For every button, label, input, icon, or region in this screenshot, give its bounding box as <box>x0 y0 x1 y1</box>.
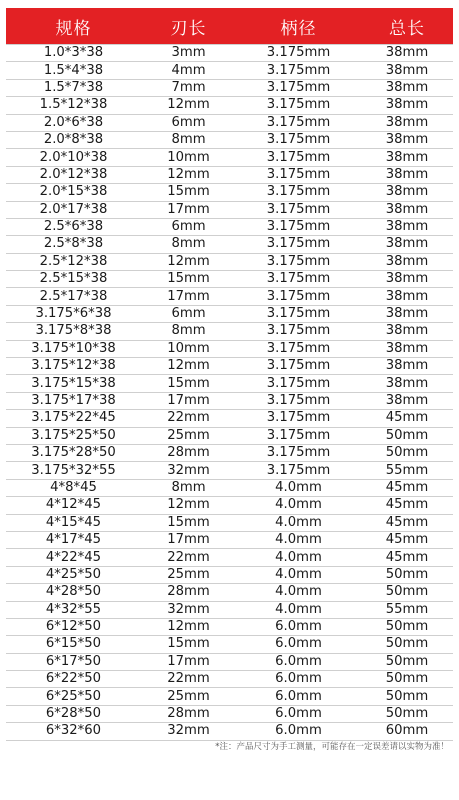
cell-shank-diameter: 4.0mm <box>236 566 361 583</box>
header-spec: 规格 <box>6 8 141 45</box>
cell-blade-length: 28mm <box>141 444 236 461</box>
cell-blade-length: 25mm <box>141 688 236 705</box>
cell-spec: 2.5*8*38 <box>6 236 141 253</box>
cell-total-length: 38mm <box>361 45 453 62</box>
table-row <box>6 549 453 566</box>
cell-shank-diameter: 3.175mm <box>236 184 361 201</box>
cell-spec: 6*28*50 <box>6 705 141 722</box>
cell-spec: 2.5*17*38 <box>6 288 141 305</box>
cell-blade-length: 17mm <box>141 653 236 670</box>
cell-spec: 3.175*25*50 <box>6 427 141 444</box>
cell-total-length: 50mm <box>361 653 453 670</box>
header-blade-length: 刃长 <box>141 8 236 45</box>
table-row <box>6 601 453 618</box>
cell-shank-diameter: 6.0mm <box>236 618 361 635</box>
spec-table-container <box>6 8 453 741</box>
cell-blade-length: 32mm <box>141 723 236 740</box>
cell-spec: 6*12*50 <box>6 618 141 635</box>
cell-total-length: 50mm <box>361 618 453 635</box>
cell-shank-diameter: 3.175mm <box>236 45 361 62</box>
cell-shank-diameter: 3.175mm <box>236 427 361 444</box>
cell-shank-diameter: 3.175mm <box>236 149 361 166</box>
table-row <box>6 566 453 583</box>
cell-shank-diameter: 4.0mm <box>236 479 361 496</box>
cell-total-length: 50mm <box>361 688 453 705</box>
table-row <box>6 253 453 270</box>
table-row <box>6 427 453 444</box>
cell-total-length: 60mm <box>361 723 453 740</box>
cell-total-length: 38mm <box>361 201 453 218</box>
cell-blade-length: 22mm <box>141 410 236 427</box>
cell-blade-length: 28mm <box>141 705 236 722</box>
cell-blade-length: 6mm <box>141 305 236 322</box>
cell-shank-diameter: 3.175mm <box>236 236 361 253</box>
table-row <box>6 236 453 253</box>
cell-spec: 3.175*15*38 <box>6 375 141 392</box>
cell-spec: 4*17*45 <box>6 531 141 548</box>
cell-blade-length: 10mm <box>141 340 236 357</box>
cell-blade-length: 32mm <box>141 601 236 618</box>
table-row <box>6 584 453 601</box>
cell-blade-length: 6mm <box>141 218 236 235</box>
measurement-note: *注：产品尺寸为手工测量，可能存在一定误差请以实物为准！ <box>215 742 449 752</box>
cell-shank-diameter: 3.175mm <box>236 97 361 114</box>
cell-spec: 6*17*50 <box>6 653 141 670</box>
table-row <box>6 114 453 131</box>
table-row <box>6 97 453 114</box>
cell-shank-diameter: 3.175mm <box>236 288 361 305</box>
cell-blade-length: 17mm <box>141 531 236 548</box>
cell-blade-length: 12mm <box>141 97 236 114</box>
cell-shank-diameter: 3.175mm <box>236 62 361 79</box>
table-row <box>6 201 453 218</box>
table-row <box>6 444 453 461</box>
cell-blade-length: 4mm <box>141 62 236 79</box>
cell-shank-diameter: 6.0mm <box>236 688 361 705</box>
cell-shank-diameter: 6.0mm <box>236 671 361 688</box>
cell-total-length: 45mm <box>361 549 453 566</box>
header-total-length: 总长 <box>361 8 453 45</box>
cell-total-length: 38mm <box>361 218 453 235</box>
cell-shank-diameter: 3.175mm <box>236 166 361 183</box>
cell-shank-diameter: 6.0mm <box>236 723 361 740</box>
table-row <box>6 131 453 148</box>
cell-total-length: 38mm <box>361 253 453 270</box>
cell-spec: 3.175*12*38 <box>6 358 141 375</box>
cell-total-length: 50mm <box>361 427 453 444</box>
cell-shank-diameter: 4.0mm <box>236 584 361 601</box>
cell-total-length: 50mm <box>361 671 453 688</box>
cell-total-length: 50mm <box>361 566 453 583</box>
header-shank-diameter: 柄径 <box>236 8 361 45</box>
cell-blade-length: 8mm <box>141 323 236 340</box>
cell-blade-length: 17mm <box>141 392 236 409</box>
cell-blade-length: 8mm <box>141 236 236 253</box>
cell-blade-length: 15mm <box>141 271 236 288</box>
cell-blade-length: 25mm <box>141 566 236 583</box>
table-row <box>6 323 453 340</box>
cell-spec: 1.5*7*38 <box>6 79 141 96</box>
cell-spec: 1.0*3*38 <box>6 45 141 62</box>
cell-total-length: 38mm <box>361 62 453 79</box>
table-header <box>6 8 453 45</box>
table-row <box>6 705 453 722</box>
table-row <box>6 531 453 548</box>
cell-shank-diameter: 3.175mm <box>236 323 361 340</box>
cell-blade-length: 17mm <box>141 201 236 218</box>
cell-spec: 3.175*28*50 <box>6 444 141 461</box>
cell-shank-diameter: 3.175mm <box>236 375 361 392</box>
cell-total-length: 55mm <box>361 601 453 618</box>
cell-total-length: 38mm <box>361 166 453 183</box>
table-row <box>6 166 453 183</box>
cell-spec: 3.175*17*38 <box>6 392 141 409</box>
table-row <box>6 636 453 653</box>
cell-shank-diameter: 3.175mm <box>236 79 361 96</box>
cell-spec: 3.175*10*38 <box>6 340 141 357</box>
cell-spec: 2.0*15*38 <box>6 184 141 201</box>
table-row <box>6 288 453 305</box>
table-row <box>6 79 453 96</box>
table-row <box>6 271 453 288</box>
cell-shank-diameter: 4.0mm <box>236 531 361 548</box>
cell-total-length: 45mm <box>361 497 453 514</box>
cell-blade-length: 12mm <box>141 497 236 514</box>
table-row <box>6 653 453 670</box>
cell-total-length: 38mm <box>361 131 453 148</box>
cell-shank-diameter: 6.0mm <box>236 705 361 722</box>
cell-spec: 3.175*8*38 <box>6 323 141 340</box>
table-row <box>6 671 453 688</box>
cell-spec: 2.0*10*38 <box>6 149 141 166</box>
cell-spec: 2.5*12*38 <box>6 253 141 270</box>
cell-shank-diameter: 3.175mm <box>236 131 361 148</box>
table-row <box>6 410 453 427</box>
cell-blade-length: 15mm <box>141 636 236 653</box>
cell-blade-length: 28mm <box>141 584 236 601</box>
cell-shank-diameter: 6.0mm <box>236 636 361 653</box>
table-row <box>6 45 453 62</box>
cell-blade-length: 15mm <box>141 375 236 392</box>
cell-total-length: 38mm <box>361 288 453 305</box>
cell-blade-length: 25mm <box>141 427 236 444</box>
cell-total-length: 38mm <box>361 149 453 166</box>
table-row <box>6 149 453 166</box>
cell-spec: 2.0*12*38 <box>6 166 141 183</box>
table-row <box>6 462 453 479</box>
cell-blade-length: 6mm <box>141 114 236 131</box>
cell-shank-diameter: 3.175mm <box>236 271 361 288</box>
cell-total-length: 45mm <box>361 514 453 531</box>
cell-blade-length: 10mm <box>141 149 236 166</box>
table-row <box>6 184 453 201</box>
table-row <box>6 375 453 392</box>
cell-blade-length: 17mm <box>141 288 236 305</box>
cell-total-length: 50mm <box>361 584 453 601</box>
spec-table <box>6 8 453 741</box>
cell-total-length: 38mm <box>361 358 453 375</box>
table-row <box>6 618 453 635</box>
cell-shank-diameter: 4.0mm <box>236 497 361 514</box>
cell-spec: 4*22*45 <box>6 549 141 566</box>
table-row <box>6 497 453 514</box>
cell-total-length: 45mm <box>361 410 453 427</box>
cell-total-length: 38mm <box>361 392 453 409</box>
cell-spec: 4*12*45 <box>6 497 141 514</box>
cell-spec: 2.0*17*38 <box>6 201 141 218</box>
cell-shank-diameter: 3.175mm <box>236 392 361 409</box>
cell-shank-diameter: 3.175mm <box>236 410 361 427</box>
table-body <box>6 45 453 741</box>
cell-blade-length: 22mm <box>141 671 236 688</box>
cell-total-length: 38mm <box>361 184 453 201</box>
table-row <box>6 514 453 531</box>
cell-spec: 6*25*50 <box>6 688 141 705</box>
cell-spec: 6*32*60 <box>6 723 141 740</box>
cell-shank-diameter: 4.0mm <box>236 514 361 531</box>
cell-spec: 2.0*6*38 <box>6 114 141 131</box>
cell-shank-diameter: 3.175mm <box>236 462 361 479</box>
cell-spec: 1.5*12*38 <box>6 97 141 114</box>
cell-blade-length: 8mm <box>141 479 236 496</box>
cell-spec: 2.0*8*38 <box>6 131 141 148</box>
cell-spec: 3.175*32*55 <box>6 462 141 479</box>
cell-shank-diameter: 3.175mm <box>236 201 361 218</box>
cell-spec: 4*28*50 <box>6 584 141 601</box>
cell-blade-length: 3mm <box>141 45 236 62</box>
cell-shank-diameter: 4.0mm <box>236 601 361 618</box>
cell-spec: 6*22*50 <box>6 671 141 688</box>
cell-spec: 3.175*22*45 <box>6 410 141 427</box>
cell-total-length: 38mm <box>361 97 453 114</box>
cell-spec: 4*25*50 <box>6 566 141 583</box>
cell-total-length: 38mm <box>361 323 453 340</box>
cell-blade-length: 12mm <box>141 166 236 183</box>
cell-total-length: 38mm <box>361 114 453 131</box>
header-row <box>6 8 453 45</box>
cell-shank-diameter: 4.0mm <box>236 549 361 566</box>
cell-blade-length: 12mm <box>141 358 236 375</box>
cell-blade-length: 8mm <box>141 131 236 148</box>
cell-spec: 3.175*6*38 <box>6 305 141 322</box>
cell-total-length: 38mm <box>361 236 453 253</box>
cell-shank-diameter: 6.0mm <box>236 653 361 670</box>
table-row <box>6 392 453 409</box>
cell-shank-diameter: 3.175mm <box>236 358 361 375</box>
cell-shank-diameter: 3.175mm <box>236 253 361 270</box>
cell-spec: 4*32*55 <box>6 601 141 618</box>
cell-spec: 4*8*45 <box>6 479 141 496</box>
cell-blade-length: 15mm <box>141 514 236 531</box>
cell-shank-diameter: 3.175mm <box>236 114 361 131</box>
cell-total-length: 45mm <box>361 479 453 496</box>
cell-blade-length: 12mm <box>141 618 236 635</box>
table-row <box>6 340 453 357</box>
cell-blade-length: 32mm <box>141 462 236 479</box>
cell-blade-length: 7mm <box>141 79 236 96</box>
cell-spec: 2.5*15*38 <box>6 271 141 288</box>
cell-blade-length: 22mm <box>141 549 236 566</box>
cell-total-length: 50mm <box>361 636 453 653</box>
cell-total-length: 50mm <box>361 444 453 461</box>
cell-total-length: 38mm <box>361 79 453 96</box>
cell-shank-diameter: 3.175mm <box>236 340 361 357</box>
table-row <box>6 723 453 740</box>
cell-spec: 1.5*4*38 <box>6 62 141 79</box>
cell-total-length: 38mm <box>361 375 453 392</box>
cell-total-length: 45mm <box>361 531 453 548</box>
cell-total-length: 38mm <box>361 305 453 322</box>
cell-shank-diameter: 3.175mm <box>236 305 361 322</box>
cell-blade-length: 12mm <box>141 253 236 270</box>
cell-shank-diameter: 3.175mm <box>236 444 361 461</box>
cell-spec: 6*15*50 <box>6 636 141 653</box>
table-row <box>6 218 453 235</box>
table-row <box>6 305 453 322</box>
table-row <box>6 688 453 705</box>
cell-total-length: 38mm <box>361 271 453 288</box>
cell-total-length: 55mm <box>361 462 453 479</box>
cell-blade-length: 15mm <box>141 184 236 201</box>
cell-spec: 2.5*6*38 <box>6 218 141 235</box>
table-row <box>6 358 453 375</box>
cell-spec: 4*15*45 <box>6 514 141 531</box>
table-row <box>6 62 453 79</box>
cell-shank-diameter: 3.175mm <box>236 218 361 235</box>
cell-total-length: 50mm <box>361 705 453 722</box>
cell-total-length: 38mm <box>361 340 453 357</box>
table-row <box>6 479 453 496</box>
